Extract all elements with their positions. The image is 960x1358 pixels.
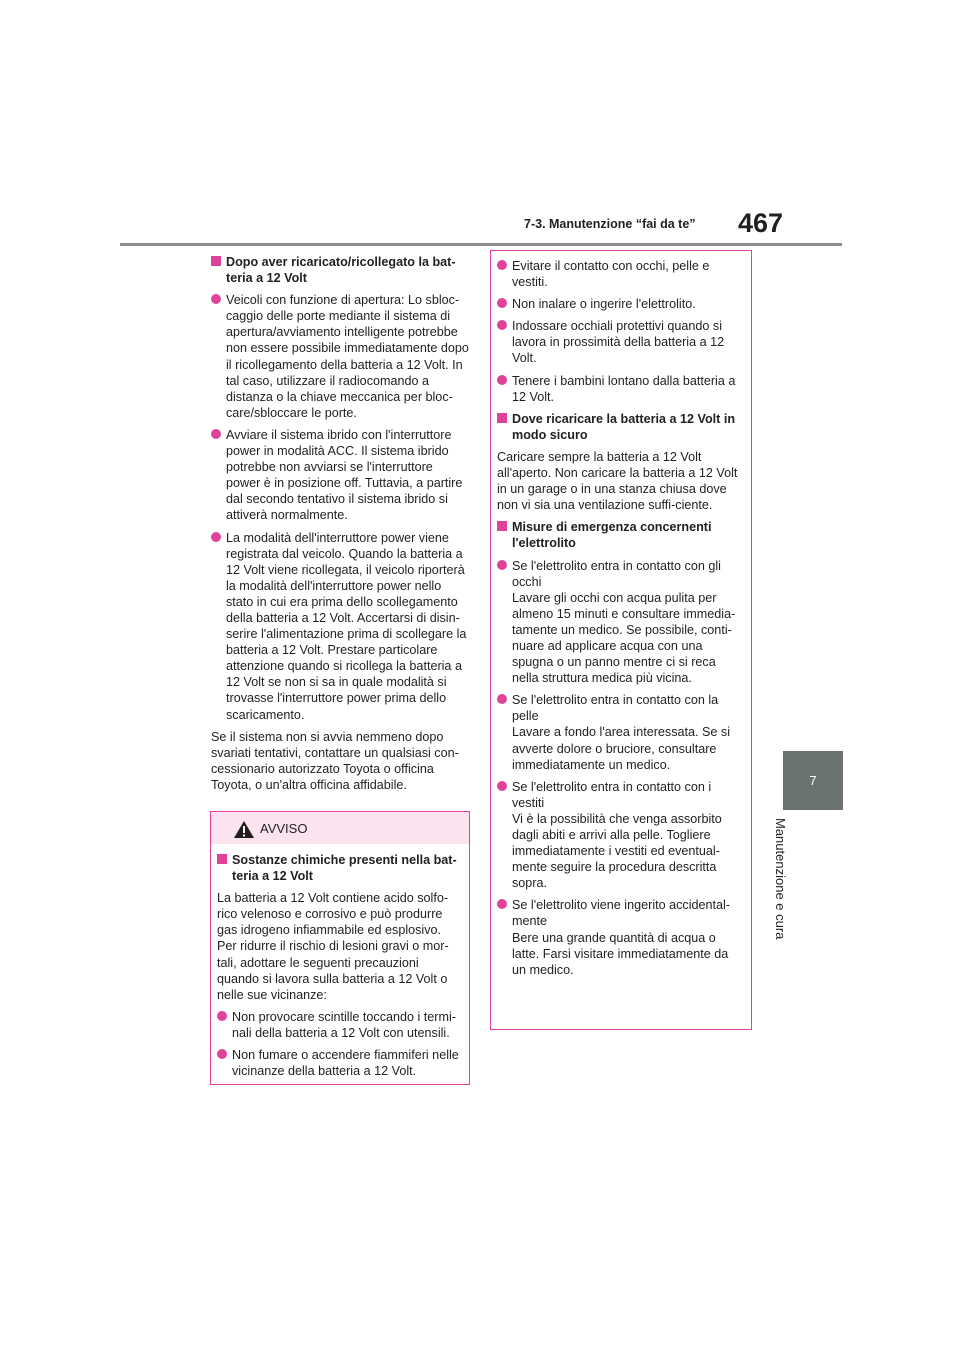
list-item: Non fumare o accendere fiammiferi nelle vicinanze della batteria a 12 Volt. — [217, 1047, 463, 1079]
warning-title: AVVISO — [260, 821, 308, 836]
circle-bullet-icon — [497, 781, 507, 791]
warning-heading: Sostanze chimiche presenti nella bat-teria a 12 Volt — [217, 852, 463, 884]
list-item: Non inalare o ingerire l'elettrolito. — [497, 296, 742, 312]
square-bullet-icon — [497, 521, 507, 531]
header-rule — [120, 243, 842, 246]
warning-text: La batteria a 12 Volt contiene acido solfo-rico velenoso e corrosivo e può produrre gas idrogeno infiammabile ed esplosivo. Per ridurre il rischio di lesioni gravi o mor-tali, adottare le seguenti precauzioni quando si lavora sulla batteria a 12 Volt o nelle sue vicinanze: — [217, 891, 449, 1002]
list-item: Tenere i bambini lontano dalla batteria a 12 Volt. — [497, 373, 742, 405]
warning-header — [211, 812, 469, 844]
list-item: Non provocare scintille toccando i termi-nali della batteria a 12 Volt con utensili. — [217, 1009, 463, 1041]
list-item: Se l'elettrolito entra in contatto con gli occhi Lavare gli occhi con acqua pulita per almeno 15 minuti e consultare immedia-tamente un medico. Se possibile, conti-nuare ad applicare acqua con una spugna o un panno mentre ci si reca nella struttura medica più vicina. — [497, 558, 742, 687]
square-bullet-icon — [211, 256, 221, 266]
section-heading: Misure di emergenza concernenti l'elettrolito — [497, 519, 742, 551]
circle-bullet-icon — [211, 532, 221, 542]
list-item: Se l'elettrolito viene ingerito accidental-mente Bere una grande quantità di acqua o latte. Farsi visitare immediatamente da un medico. — [497, 897, 742, 977]
list-item: Se l'elettrolito entra in contatto con la pelle Lavare a fondo l'area interessata. Se si avverte dolore o bruciore, consultare immediatamente un medico. — [497, 692, 742, 772]
left-column — [211, 254, 469, 799]
page-number: 467 — [738, 208, 784, 238]
warning-icon — [233, 820, 255, 839]
list-item: Indossare occhiali protettivi quando si lavora in prossimità della batteria a 12 Volt. — [497, 318, 742, 366]
section-title: 7-3. Manutenzione “fai da te” — [524, 217, 696, 231]
square-bullet-icon — [217, 854, 227, 864]
section-heading: Dove ricaricare la batteria a 12 Volt in modo sicuro — [497, 411, 742, 443]
list-item: La modalità dell'interruttore power viene registrata dal veicolo. Quando la batteria a 12 Volt viene ricollegata, il veicolo riporterà la modalità dell'interruttore power nello stato in cui era prima dello scollegamento della batteria a 12 Volt. Accertarsi di disin-serire l'alimentazione prima di scollegare la batteria a 12 Volt. Prestare particolare attenzione quando si ricollega la batteria a 12 Volt se non si sa in quale modalità si trovasse l'interruttore power prima dello scaricamento. — [211, 530, 469, 723]
list-item: Veicoli con funzione di apertura: Lo sbloc-caggio delle porte mediante il sistema di apertura/avviamento intelligente potrebbe non essere possibile immediatamente dopo il ricollegamento della batteria a 12 Volt. In tal caso, utilizzare il radiocomando a distanza o la chiave meccanica per bloc-care/sbloccare le porte. — [211, 292, 469, 421]
chapter-tab — [783, 751, 843, 810]
circle-bullet-icon — [497, 899, 507, 909]
circle-bullet-icon — [211, 429, 221, 439]
circle-bullet-icon — [217, 1011, 227, 1021]
circle-bullet-icon — [497, 260, 507, 270]
chapter-number: 7 — [809, 773, 817, 788]
list-item: Se l'elettrolito entra in contatto con i vestiti Vi è la possibilità che venga assorbito dagli abiti e arrivi alla pelle. Togliere immediatamente i vestiti ed eventual-mente seguire la procedura descritta sopra. — [497, 779, 742, 892]
list-item: Evitare il contatto con occhi, pelle e vestiti. — [497, 258, 742, 290]
circle-bullet-icon — [217, 1049, 227, 1059]
section-heading: Dopo aver ricaricato/ricollegato la bat-teria a 12 Volt — [211, 254, 469, 286]
warning-box — [210, 811, 470, 1085]
right-column — [497, 258, 742, 984]
list-item: Avviare il sistema ibrido con l'interruttore power in modalità ACC. Il sistema ibrido potrebbe non avviarsi se l'interruttore power è in posizione off. Tuttavia, a partire dal secondo tentativo il sistema ibrido si attiverà normalmente. — [211, 427, 469, 524]
circle-bullet-icon — [497, 694, 507, 704]
circle-bullet-icon — [497, 560, 507, 570]
circle-bullet-icon — [497, 375, 507, 385]
circle-bullet-icon — [497, 320, 507, 330]
circle-bullet-icon — [497, 298, 507, 308]
closing-paragraph: Se il sistema non si avvia nemmeno dopo svariati tentativi, contattare un qualsiasi con-cessionario autorizzato Toyota o officina Toyota, o un'altra officina affidabile. — [211, 729, 459, 792]
chapter-label: Manutenzione e cura — [773, 818, 788, 940]
square-bullet-icon — [497, 413, 507, 423]
circle-bullet-icon — [211, 294, 221, 304]
paragraph: Caricare sempre la batteria a 12 Volt all'aperto. Non caricare la batteria a 12 Volt in un garage o in una stanza chiusa dove non vi sia una ventilazione suffi-ciente. — [497, 449, 738, 513]
